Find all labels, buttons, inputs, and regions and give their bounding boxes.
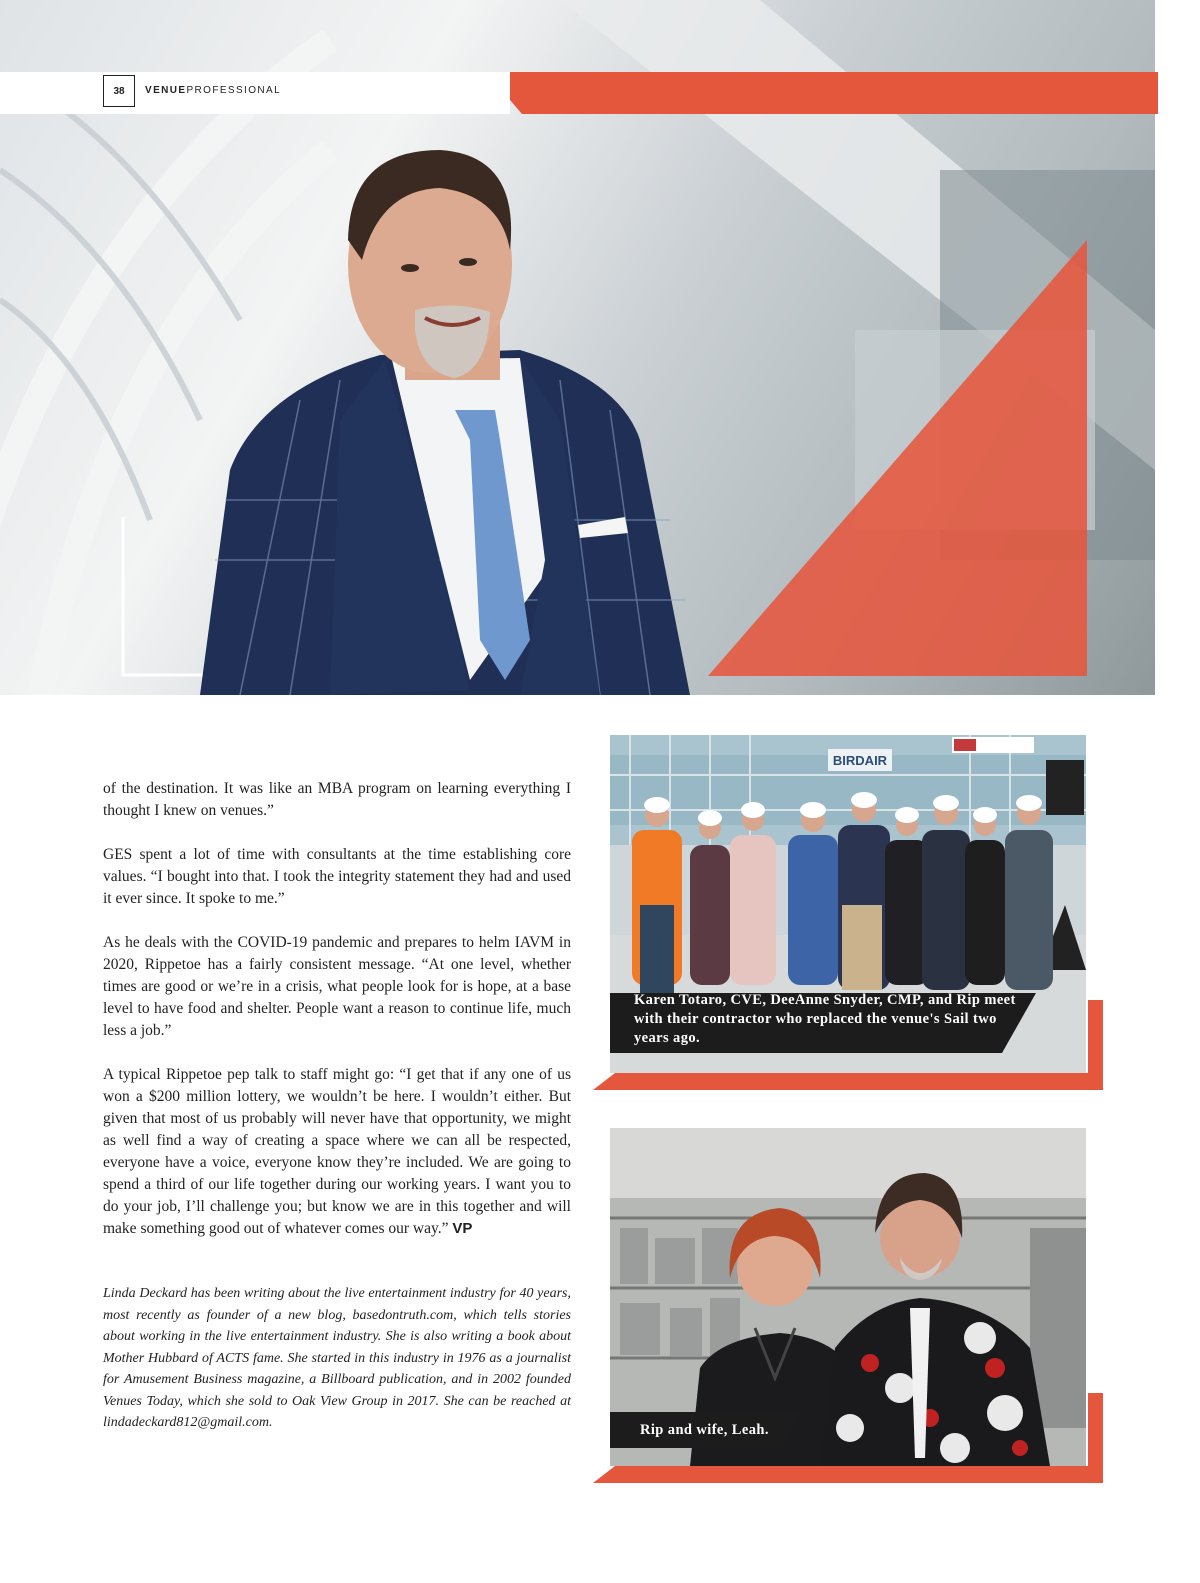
page-number: 38 [103,75,135,107]
article-paragraph [103,1064,571,1240]
author-bio [103,1283,571,1434]
article-paragraph: GES spent a lot of time with consultants at the time establishing core values. “I bought into that. I took the integrity statement they had and used it ever since. It spoke to me.” [103,846,571,907]
couple-photo-illustration [610,1128,1086,1466]
couple-photo-caption: Rip and wife, Leah. [640,1422,769,1438]
header-red-stripe [486,72,1158,114]
author-bio-text: Linda Deckard has been writing about the live entertainment industry for 40 years, most recently as founder of a new blog, basedontruth.com, which tells stories about working in the live entertainment industry. She is also writing a book about Mother Hubbard of ACTS fame. She started in this industry in 1976 as a journalist for Amusement Business magazine, a Billboard publication, and in 2002 founded Venues Today, which she sold to Oak View Group in 2017. She can be reached at lindadeckard812@gmail.com. [103,1286,571,1430]
article-paragraph: As he deals with the COVID-19 pandemic and prepares to helm IAVM in 2020, Rippetoe has a fairly consistent message. “At one level, whether times are good or we’re in a crisis, what people look for is hope, at a base level to have food and shelter. People want a reason to continue life, much less a job.” [103,934,571,1039]
article-paragraph: of the destination. It was like an MBA program on learning everything I thought I knew on venues.” [103,780,571,819]
end-mark: VP [452,1220,473,1237]
birdair-sign: BIRDAIR [832,753,888,768]
magazine-title-bold: VENUE [145,85,187,96]
couple-photo [610,1128,1086,1466]
article-paragraph-text: A typical Rippetoe pep talk to staff might go: “I get that if any one of us won a $200 million lottery, we wouldn’t be here. I wouldn’t either. But given that most of us probably will never have that opportunity, we might as well find a way of creating a space where we can all be respected, everyone have a voice, everyone know they’re included. We are going to spend a third of our life together during our working years. I want you to do your job, I’ll challenge you; but know we are in this together and will make something good out of whatever comes our way.” [103,1066,571,1237]
article-body [103,778,571,1262]
magazine-title-regular: PROFESSIONAL [186,85,282,96]
magazine-title [145,85,281,96]
group-photo-caption: Karen Totaro, CVE, DeeAnne Snyder, CMP, and Rip meet with their contractor who replaced the venue's Sail two years ago. [634,992,1016,1046]
